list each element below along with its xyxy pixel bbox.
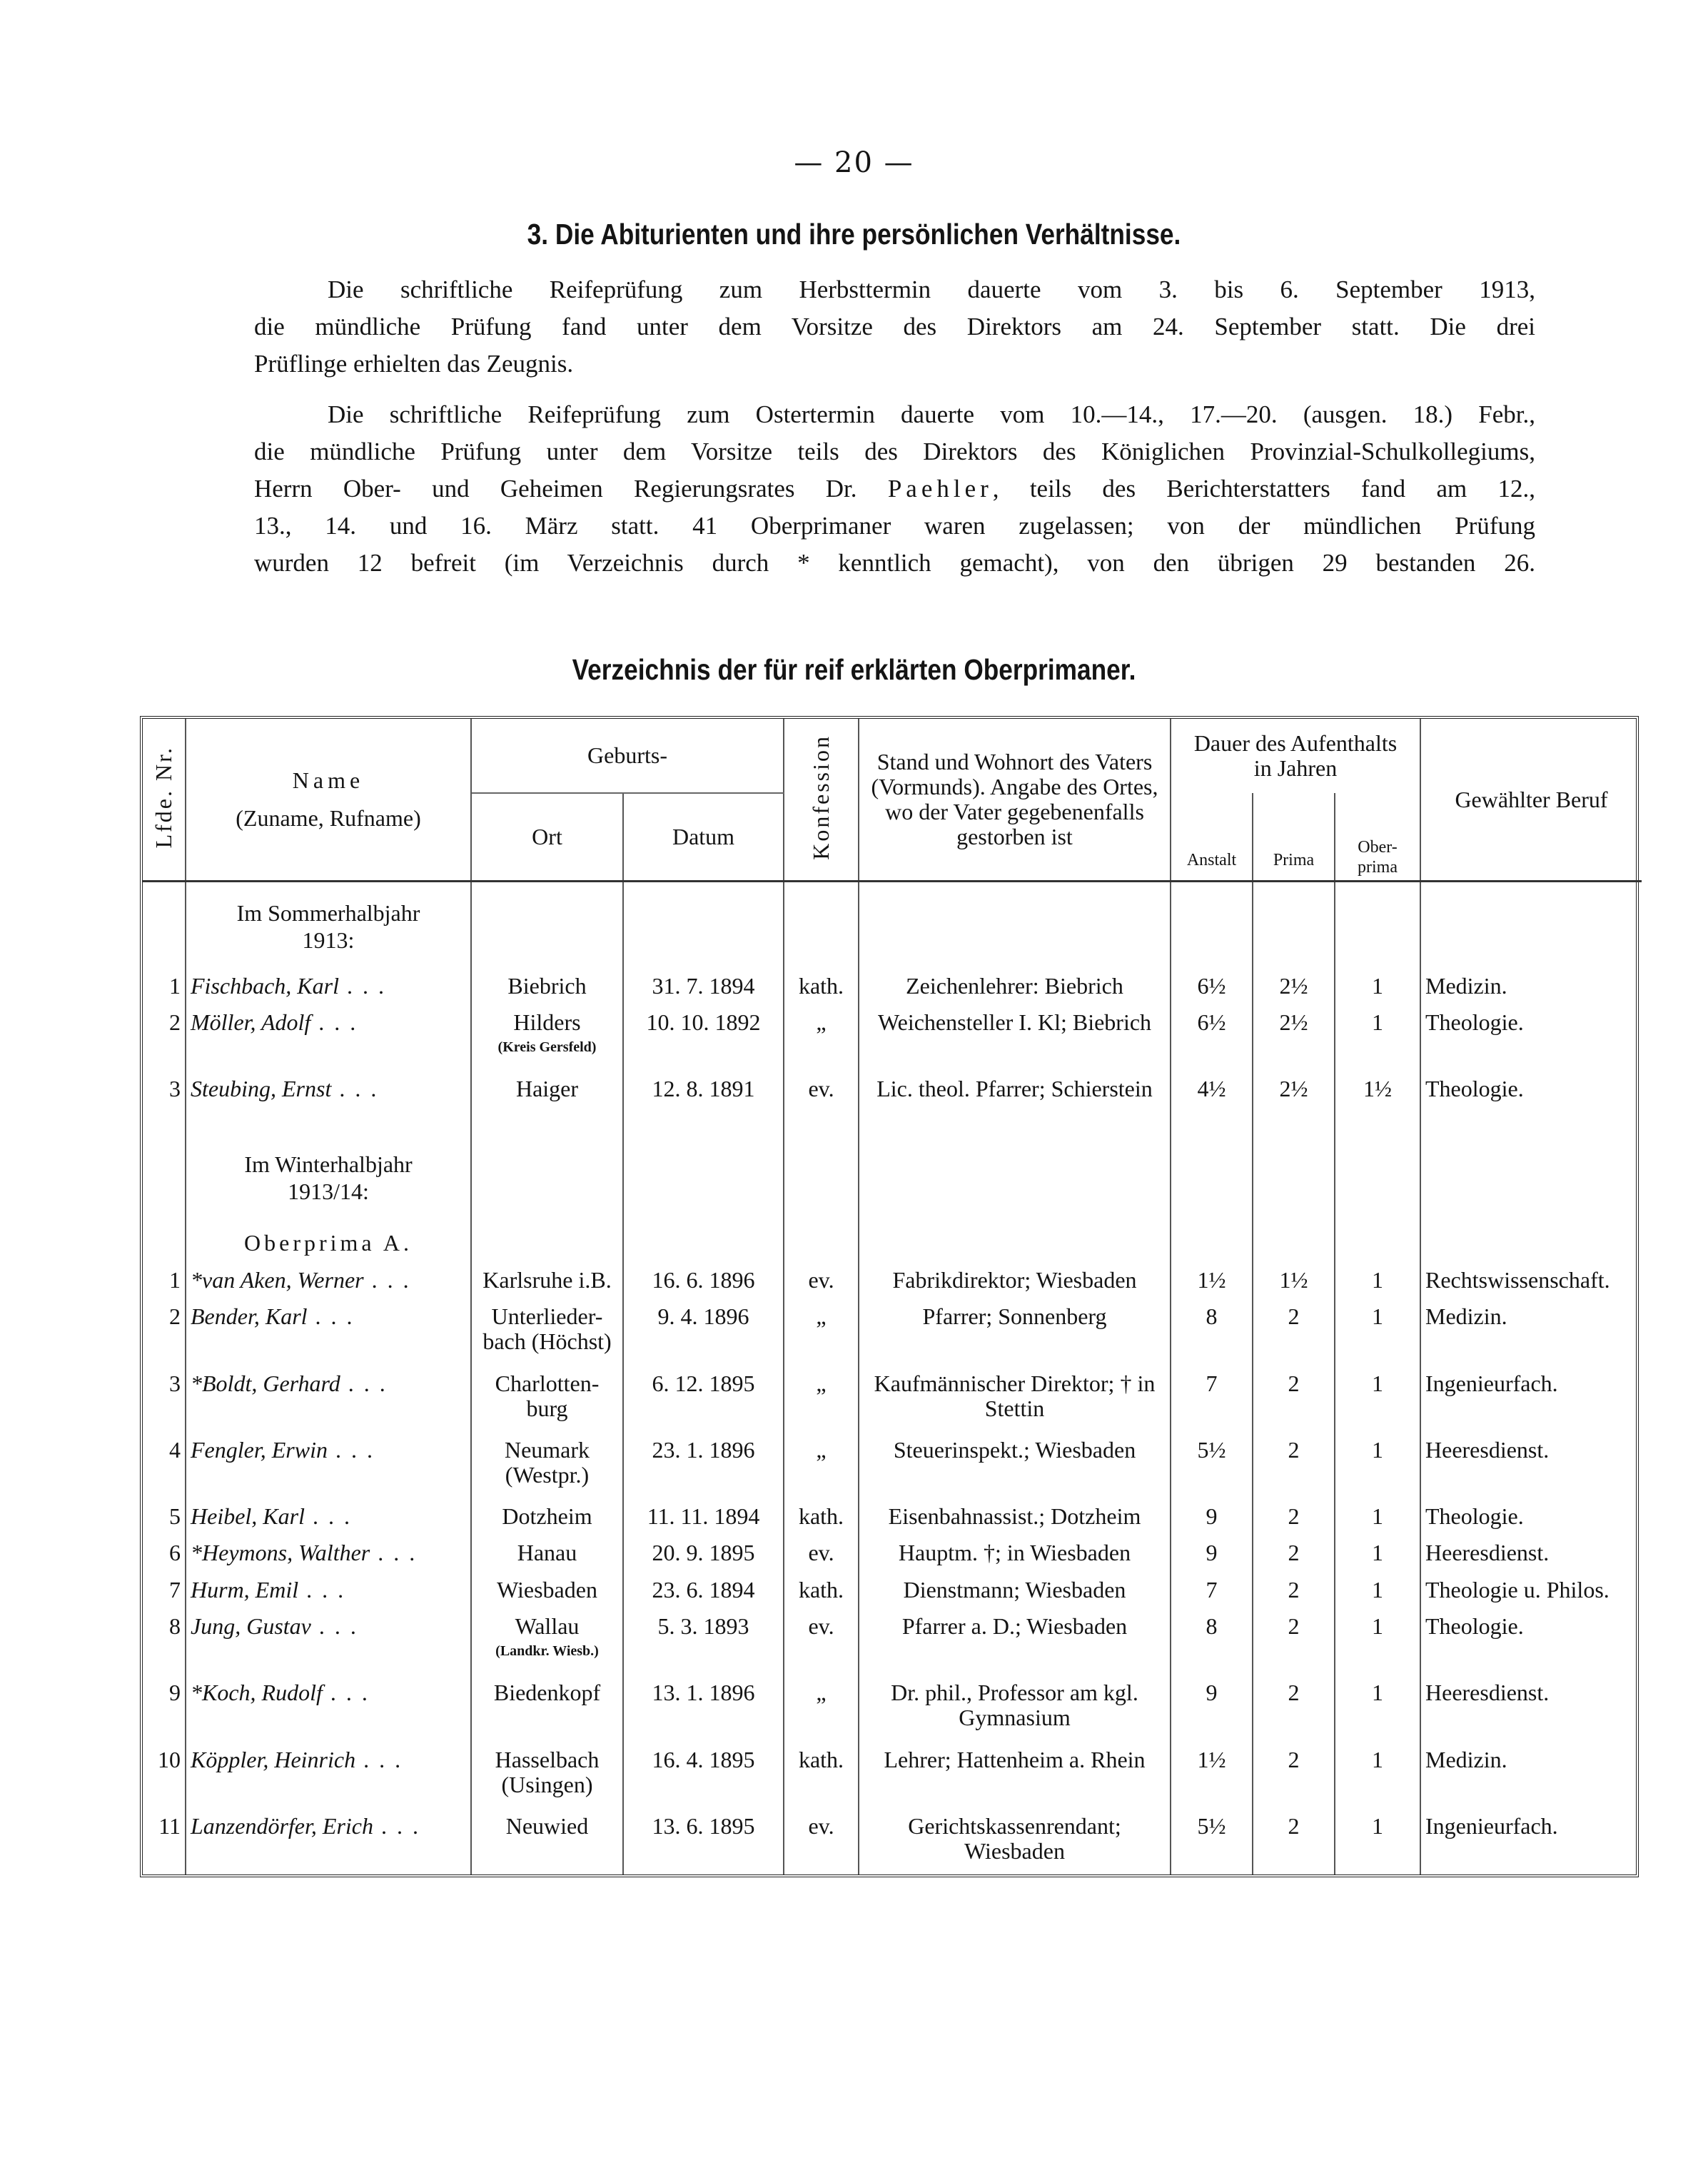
table-row <box>143 1498 1642 1535</box>
row-name <box>186 1498 471 1535</box>
row-oberprima: 1 <box>1335 1498 1420 1535</box>
student-name: *Heymons, Walther <box>191 1540 370 1566</box>
row-anstalt: 1½ <box>1171 1742 1253 1808</box>
section-summer: Im Sommerhalbjahr 1913: <box>186 882 471 968</box>
row-ort <box>471 1572 623 1608</box>
row-ort <box>471 1742 623 1808</box>
row-nr: 3 <box>143 1071 186 1107</box>
paragraph-text: Herrn Ober- und Geheimen Regierungsrates Dr. <box>254 475 857 503</box>
table-row <box>143 1808 1642 1874</box>
birth-place: Hasselbach (Usingen) <box>495 1746 600 1797</box>
row-vater: Lic. theol. Pfarrer; Schierstein <box>859 1071 1171 1107</box>
row-oberprima: 1 <box>1335 1742 1420 1808</box>
row-nr: 6 <box>143 1535 186 1571</box>
row-nr: 1 <box>143 968 186 1004</box>
row-anstalt: 9 <box>1171 1675 1253 1741</box>
leader-dots: . . . <box>355 1746 403 1772</box>
birth-place: Charlotten-burg <box>495 1370 600 1421</box>
table-row <box>143 1608 1642 1675</box>
row-anstalt: 8 <box>1171 1298 1253 1365</box>
row-ort <box>471 968 623 1004</box>
row-anstalt: 5½ <box>1171 1432 1253 1498</box>
row-datum: 13. 1. 1896 <box>623 1675 784 1741</box>
row-name <box>186 1535 471 1571</box>
row-konfession: ev. <box>784 1071 859 1107</box>
student-name: Fengler, Erwin <box>191 1436 328 1463</box>
leader-dots: . . . <box>307 1303 355 1330</box>
row-name <box>186 1608 471 1675</box>
student-name: Lanzendörfer, Erich <box>191 1812 373 1839</box>
row-nr: 4 <box>143 1432 186 1498</box>
examiner-name: Paehler <box>887 475 993 503</box>
row-name <box>186 1004 471 1071</box>
birth-place: Karlsruhe i.B. <box>482 1267 612 1293</box>
row-nr: 3 <box>143 1366 186 1432</box>
student-name: Fischbach, Karl <box>191 972 339 999</box>
table-row <box>143 1262 1642 1298</box>
row-anstalt: 5½ <box>1171 1808 1253 1874</box>
leader-dots: . . . <box>331 1076 379 1102</box>
row-vater: Eisenbahnassist.; Dotzheim <box>859 1498 1171 1535</box>
row-name <box>186 1262 471 1298</box>
row-oberprima: 1 <box>1335 1535 1420 1571</box>
row-konfession: kath. <box>784 1742 859 1808</box>
student-name: Bender, Karl <box>191 1303 308 1330</box>
student-name: Heibel, Karl <box>191 1503 305 1530</box>
row-oberprima: 1 <box>1335 1298 1420 1365</box>
header-name: Name (Zuname, Rufname) <box>186 719 471 882</box>
row-oberprima: 1 <box>1335 1675 1420 1741</box>
leader-dots: . . . <box>310 1613 358 1640</box>
birth-place: Wiesbaden <box>497 1576 597 1603</box>
table-row <box>143 1432 1642 1498</box>
table-row <box>143 968 1642 1004</box>
row-anstalt: 6½ <box>1171 1004 1253 1071</box>
table-body <box>143 882 1642 968</box>
row-ort <box>471 1808 623 1874</box>
paragraph-line: wurden 12 befreit (im Verzeichnis durch * kenntlich gemacht), von den übrigen 29 bestanden 26. <box>254 549 1535 577</box>
leader-dots: . . . <box>304 1503 352 1530</box>
header-nr: Lfde. Nr. <box>143 719 186 882</box>
row-beruf: Heeresdienst. <box>1425 1436 1550 1463</box>
row-name <box>186 1572 471 1608</box>
row-konfession: „ <box>784 1298 859 1365</box>
row-ort <box>471 1298 623 1365</box>
student-name: Hurm, Emil <box>191 1576 299 1603</box>
leader-dots: . . . <box>298 1576 346 1603</box>
student-name: *Koch, Rudolf <box>191 1680 323 1706</box>
row-anstalt: 4½ <box>1171 1071 1253 1107</box>
leader-dots: . . . <box>338 972 386 999</box>
table-row <box>143 1366 1642 1432</box>
header-konfession: Konfession <box>784 719 859 882</box>
row-datum: 5. 3. 1893 <box>623 1608 784 1675</box>
birth-place: Haiger <box>515 1076 579 1102</box>
leader-dots: . . . <box>327 1436 375 1463</box>
row-nr: 8 <box>143 1608 186 1675</box>
section-winter: Im Winterhalbjahr 1913/14: <box>186 1108 471 1224</box>
row-beruf: Medizin. <box>1425 1746 1507 1772</box>
row-anstalt: 7 <box>1171 1366 1253 1432</box>
row-name <box>186 1298 471 1365</box>
row-oberprima: 1 <box>1335 1366 1420 1432</box>
row-konfession: ev. <box>784 1262 859 1298</box>
row-prima: 1½ <box>1253 1262 1335 1298</box>
paragraph-line <box>254 470 1535 508</box>
row-prima: 2½ <box>1253 968 1335 1004</box>
row-vater: Fabrikdirektor; Wiesbaden <box>859 1262 1171 1298</box>
birth-place: Dotzheim <box>502 1503 592 1530</box>
row-datum: 9. 4. 1896 <box>623 1298 784 1365</box>
row-nr: 10 <box>143 1742 186 1808</box>
row-ort <box>471 1535 623 1571</box>
row-prima: 2 <box>1253 1572 1335 1608</box>
birth-place: Hanau <box>517 1540 577 1566</box>
row-ort <box>471 1366 623 1432</box>
row-vater: Dr. phil., Professor am kgl. Gymnasium <box>859 1675 1171 1741</box>
table-row <box>143 1572 1642 1608</box>
table-row <box>143 1298 1642 1365</box>
row-prima: 2 <box>1253 1432 1335 1498</box>
row-konfession: kath. <box>784 968 859 1004</box>
subsection-row <box>143 1223 1642 1262</box>
header-anstalt: Anstalt <box>1171 793 1253 882</box>
row-beruf: Heeresdienst. <box>1425 1680 1550 1706</box>
student-name: *Boldt, Gerhard <box>191 1370 340 1396</box>
leader-dots: . . . <box>363 1267 411 1293</box>
birth-place: Hilders <box>513 1009 581 1036</box>
row-beruf: Theologie u. Philos. <box>1425 1576 1610 1603</box>
row-beruf: Theologie. <box>1425 1009 1524 1036</box>
student-name: *van Aken, Werner <box>191 1267 364 1293</box>
row-nr: 7 <box>143 1572 186 1608</box>
row-nr: 1 <box>143 1262 186 1298</box>
header-datum: Datum <box>623 793 784 882</box>
row-oberprima: 1 <box>1335 1262 1420 1298</box>
row-nr: 2 <box>143 1004 186 1071</box>
row-beruf: Ingenieurfach. <box>1425 1370 1558 1396</box>
row-prima: 2 <box>1253 1608 1335 1675</box>
row-beruf: Theologie. <box>1425 1076 1524 1102</box>
table-row <box>143 1742 1642 1808</box>
leader-dots: . . . <box>340 1370 388 1396</box>
paragraph-line: Die schriftliche Reifeprüfung zum Ostertermin dauerte vom 10.—14., 17.—20. (ausgen. 18.) Febr., <box>328 400 1535 428</box>
row-datum: 6. 12. 1895 <box>623 1366 784 1432</box>
summer-rows <box>143 968 1642 1108</box>
row-beruf: Ingenieurfach. <box>1425 1812 1558 1839</box>
row-ort <box>471 1004 623 1071</box>
row-anstalt: 8 <box>1171 1608 1253 1675</box>
row-konfession: ev. <box>784 1608 859 1675</box>
row-prima: 2 <box>1253 1675 1335 1741</box>
paragraph-line: die mündliche Prüfung fand unter dem Vorsitze des Direktors am 24. September statt. Die drei <box>254 313 1535 340</box>
row-vater: Dienstmann; Wiesbaden <box>859 1572 1171 1608</box>
row-name <box>186 1432 471 1498</box>
birth-place: Wallau <box>515 1613 580 1640</box>
table-row <box>143 1004 1642 1071</box>
student-name: Möller, Adolf <box>191 1009 311 1036</box>
row-vater: Hauptm. †; in Wiesbaden <box>859 1535 1171 1571</box>
row-name <box>186 1675 471 1741</box>
row-anstalt: 9 <box>1171 1535 1253 1571</box>
row-oberprima: 1½ <box>1335 1071 1420 1107</box>
row-vater: Steuerinspekt.; Wiesbaden <box>859 1432 1171 1498</box>
leader-dots: . . . <box>370 1540 418 1566</box>
row-prima: 2 <box>1253 1742 1335 1808</box>
row-oberprima: 1 <box>1335 1808 1420 1874</box>
row-vater: Kaufmännischer Direktor; † in Stettin <box>859 1366 1171 1432</box>
row-datum: 31. 7. 1894 <box>623 968 784 1004</box>
row-ort <box>471 1262 623 1298</box>
row-datum: 23. 6. 1894 <box>623 1572 784 1608</box>
header-ort: Ort <box>471 793 623 882</box>
row-vater: Pfarrer; Sonnenberg <box>859 1298 1171 1365</box>
row-vater: Lehrer; Hattenheim a. Rhein <box>859 1742 1171 1808</box>
birth-place: Neuwied <box>505 1812 589 1839</box>
row-ort <box>471 1608 623 1675</box>
row-ort <box>471 1498 623 1535</box>
header-oberprima: Ober-prima <box>1335 793 1420 882</box>
student-name: Steubing, Ernst <box>191 1076 332 1102</box>
student-name: Köppler, Heinrich <box>191 1746 356 1772</box>
paragraph-line: Die schriftliche Reifeprüfung zum Herbsttermin dauerte vom 3. bis 6. September 1913, <box>328 276 1535 303</box>
row-name <box>186 1366 471 1432</box>
row-anstalt: 1½ <box>1171 1262 1253 1298</box>
row-name <box>186 1071 471 1107</box>
row-datum: 23. 1. 1896 <box>623 1432 784 1498</box>
leader-dots: . . . <box>310 1009 358 1036</box>
subsection-oberprima-a: Oberprima A. <box>186 1223 471 1262</box>
row-beruf: Theologie. <box>1425 1613 1524 1640</box>
birth-place-note: (Kreis Gersfeld) <box>497 1039 597 1056</box>
row-datum: 16. 6. 1896 <box>623 1262 784 1298</box>
row-konfession: kath. <box>784 1572 859 1608</box>
header-geburts: Geburts- <box>471 719 784 793</box>
row-prima: 2 <box>1253 1808 1335 1874</box>
paragraph-line: 13., 14. und 16. März statt. 41 Oberprimaner waren zugelassen; von der mündlichen Prüfung <box>254 512 1535 540</box>
row-datum: 11. 11. 1894 <box>623 1498 784 1535</box>
header-prima: Prima <box>1253 793 1335 882</box>
paragraph-text: , teils des Berichterstatters fand am 12., <box>992 475 1536 503</box>
row-anstalt: 7 <box>1171 1572 1253 1608</box>
row-konfession: „ <box>784 1366 859 1432</box>
row-nr: 2 <box>143 1298 186 1365</box>
row-beruf: Heeresdienst. <box>1425 1540 1550 1566</box>
header-dauer: Dauer des Aufenthalts in Jahren <box>1171 719 1420 793</box>
section-row <box>143 882 1642 968</box>
row-prima: 2½ <box>1253 1004 1335 1071</box>
row-vater: Zeichenlehrer: Biebrich <box>859 968 1171 1004</box>
paragraph-ostertermin <box>254 396 1535 582</box>
row-beruf: Medizin. <box>1425 972 1507 999</box>
row-oberprima: 1 <box>1335 968 1420 1004</box>
graduates-table <box>140 716 1639 1877</box>
header-beruf: Gewählter Beruf <box>1455 786 1608 812</box>
row-nr: 11 <box>143 1808 186 1874</box>
row-konfession: „ <box>784 1432 859 1498</box>
row-oberprima: 1 <box>1335 1432 1420 1498</box>
table-row <box>143 1675 1642 1741</box>
table-row <box>143 1535 1642 1571</box>
row-anstalt: 6½ <box>1171 968 1253 1004</box>
row-beruf: Medizin. <box>1425 1303 1507 1330</box>
section-title: 3. Die Abiturienten und ihre persönlichen Verhältnisse. <box>527 218 1181 251</box>
row-anstalt: 9 <box>1171 1498 1253 1535</box>
row-oberprima: 1 <box>1335 1004 1420 1071</box>
row-konfession: kath. <box>784 1498 859 1535</box>
row-prima: 2 <box>1253 1535 1335 1571</box>
row-ort <box>471 1432 623 1498</box>
birth-place: Biebrich <box>507 972 587 999</box>
birth-place-note: (Landkr. Wiesb.) <box>495 1643 599 1660</box>
row-beruf: Theologie. <box>1425 1503 1524 1530</box>
row-beruf: Rechtswissenschaft. <box>1425 1267 1610 1293</box>
row-nr: 5 <box>143 1498 186 1535</box>
header-vater: Stand und Wohnort des Vaters (Vormunds). Angabe des Ortes, wo der Vater gegebenenfalls gestorben ist <box>859 719 1171 882</box>
row-datum: 10. 10. 1892 <box>623 1004 784 1071</box>
birth-place: Neumark (Westpr.) <box>504 1436 590 1488</box>
student-name: Jung, Gustav <box>191 1613 311 1640</box>
list-title: Verzeichnis der für reif erklärten Oberprimaner. <box>572 653 1136 686</box>
row-name <box>186 1808 471 1874</box>
birth-place: Biedenkopf <box>493 1680 601 1706</box>
row-datum: 13. 6. 1895 <box>623 1808 784 1874</box>
leader-dots: . . . <box>322 1680 370 1706</box>
birth-place: Unterlieder-bach (Höchst) <box>482 1303 612 1355</box>
paragraph-herbsttermin <box>254 271 1535 383</box>
paragraph-line: Prüflinge erhielten das Zeugnis. <box>254 350 574 378</box>
row-ort <box>471 1071 623 1107</box>
page-number: — 20 — <box>794 146 914 179</box>
row-datum: 16. 4. 1895 <box>623 1742 784 1808</box>
row-prima: 2 <box>1253 1366 1335 1432</box>
row-prima: 2½ <box>1253 1071 1335 1107</box>
row-vater: Pfarrer a. D.; Wiesbaden <box>859 1608 1171 1675</box>
row-name <box>186 1742 471 1808</box>
winter-rows <box>143 1262 1642 1874</box>
paragraph-line: die mündliche Prüfung unter dem Vorsitze teils des Direktors des Königlichen Provinzial-Schulkollegiums, <box>254 438 1535 465</box>
row-oberprima: 1 <box>1335 1608 1420 1675</box>
row-oberprima: 1 <box>1335 1572 1420 1608</box>
row-datum: 12. 8. 1891 <box>623 1071 784 1107</box>
row-nr: 9 <box>143 1675 186 1741</box>
row-ort <box>471 1675 623 1741</box>
row-konfession: ev. <box>784 1808 859 1874</box>
section-row <box>143 1108 1642 1224</box>
row-prima: 2 <box>1253 1298 1335 1365</box>
table-row <box>143 1071 1642 1107</box>
row-prima: 2 <box>1253 1498 1335 1535</box>
row-konfession: „ <box>784 1675 859 1741</box>
row-konfession: ev. <box>784 1535 859 1571</box>
row-konfession: „ <box>784 1004 859 1071</box>
row-name <box>186 968 471 1004</box>
row-vater: Weichensteller I. Kl; Biebrich <box>859 1004 1171 1071</box>
leader-dots: . . . <box>373 1812 420 1839</box>
row-datum: 20. 9. 1895 <box>623 1535 784 1571</box>
row-vater: Gerichtskassenrendant; Wiesbaden <box>859 1808 1171 1874</box>
